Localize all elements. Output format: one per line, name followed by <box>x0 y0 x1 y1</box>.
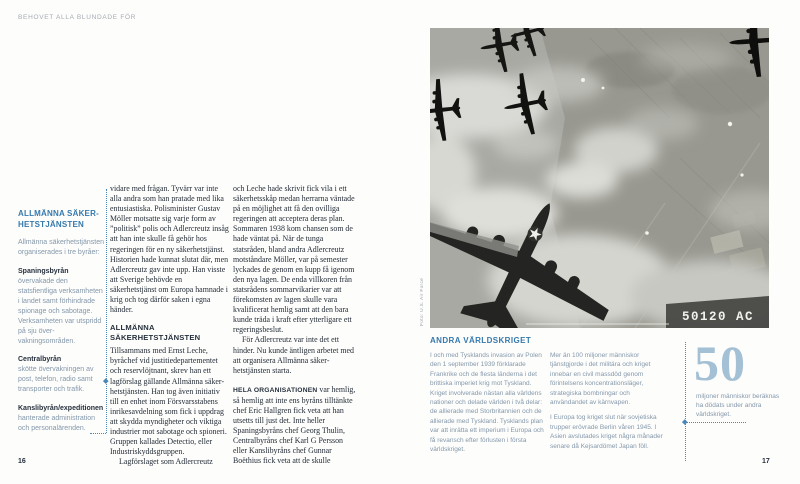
factbox-desc: hanterade administration och personalärenden. <box>18 415 96 433</box>
diamond-marker <box>683 420 688 425</box>
photo-credit: Foto: U.S. Air Force <box>420 277 425 326</box>
factbox-sidebar <box>18 209 106 434</box>
running-header: BEHOVET ALLA BLUNDADE FÖR <box>18 14 137 21</box>
factbox-entry <box>18 355 106 395</box>
article-column-2 <box>233 184 356 467</box>
bombers-photo-illustration <box>430 28 769 328</box>
factbox-term: Kanslibyrån/expeditionen <box>18 405 104 413</box>
article-subheading: ALLMÄNNA SÄKERHETSTJÄNSTEN <box>110 323 201 343</box>
factbox-term: Centralbyrån <box>18 356 62 364</box>
page-number-right: 17 <box>762 458 770 465</box>
article-paragraph: och Leche hade skrivit fick vila i ett säkerhetsskåp medan herrarna väntade på en möjlighet att få den ovilliga regeringen att acceptera deras plan. Sommaren 1938 kom chansen som de hade väntat på. När de tunga statsråden, bland andra Adlercreutz motståndare Möller, var på semester lyckades de genom en kupp få igenom den nya lagen. De enda villkoren från statsrådens sommarvikarier var att förekomsten av lagen skulle vara kvalificerat hemlig samt att den bara kunde träda i kraft efter ytterligare ett regeringsbeslut. <box>233 184 355 335</box>
article-paragraph: För Adlercreutz var inte det ett hinder. Nu kunde äntligen arbetet med att organisera Allmänna säkerhetstjänsten starta. <box>233 335 354 375</box>
article-paragraph: I Europa tog kriget slut när sovjetiska trupper erövrade Berlin våren 1945. I Asien avslutades kriget några månader senare då Kejsardömet Japan föll. <box>550 414 663 450</box>
article-paragraph <box>233 385 356 467</box>
factbox-title: ALLMÄNNA SÄKERHETSTJÄNSTEN <box>18 209 99 229</box>
stat-caption: miljoner människor beräknas ha dödats under andra världskriget. <box>696 393 780 419</box>
ww2-column-2 <box>550 351 666 457</box>
dotted-rule-horizontal <box>90 433 106 434</box>
photo-art <box>430 28 769 328</box>
dotted-rule-vertical <box>685 342 686 461</box>
stat-number: 50 <box>694 335 746 391</box>
article-paragraph: vidare med frågan. Tyvärr var inte alla andra som han pratade med lika entusiastiska. Polisminister Gustav Möller motsatte sig varje form av ”politisk” polis och Adlercreutz insåg att han inte skulle få gehör hos regeringen för en ny säkerhetstjänst. Historien hade kunnat slutat där, men Adlercreutz gav inte upp. Han visste att Sverige behövde en säkerhetstjänst om Europa hamnade i krig och tog därför saken i egna händer. <box>110 184 229 315</box>
diamond-marker <box>104 378 109 383</box>
factbox-term: Spaningsbyrån <box>18 267 69 275</box>
factbox-desc: övervakade den statsfientliga verksamheten i landet samt förhindrade spionage och sabotage. Verksamheten var utspridd på sju övervakningsområden. <box>18 277 103 345</box>
dotted-rule-horizontal <box>686 422 746 423</box>
paragraph-text: var hemlig, så hemlig att inte ens byråns tilltänkte chef Eric Hallgren fick veta att han utsetts till just det. Inte heller Spaningsbyråns chef Georg Thulin, Centralbyråns chef Karl G Persson eller Kanslibyråns chef Gunnar Boëthius fick veta att de skulle <box>233 384 356 466</box>
article-paragraph: Mer än 100 miljoner människor tjänstgjorde i det militära och kriget innebar en civil massdöd genom förintelsens koncentrationsläger, strategiska bombningar och användandet av kärnvapen. <box>550 352 651 407</box>
article-paragraph: Tillsammans med Ernst Leche, byråchef vid justitiedepartementet och reservlöjtnant, skrev han ett lagförslag gällande Allmänna säkerhetstjänsten. Han tog även initiativ till en enhet inom Försvarsstabens inrikesavdelning som fick i uppdrag att skydda myndigheter och viktiga industrier mot sabotage och spioneri. Gruppen kallades Detectio, eller Industriskyddsgruppen. <box>110 346 227 457</box>
factbox-intro: Allmänna säkerhetstjänsten organiserades i tre byråer: <box>18 239 104 257</box>
article-column-1 <box>110 184 229 467</box>
ww2-column-1 <box>430 351 546 460</box>
paragraph-lead-caps: HELA ORGANISATIONEN <box>233 386 318 394</box>
article-paragraph: I och med Tysklands invasion av Polen den 1 september 1939 förklarade Frankrike och de flesta länderna i det brittiska imperiet krig mot Tyskland. Kriget involverade nästan alla världens nationer och delade världen i två delar: de allierade med Storbritannien och de allierade med Tyskland. Tysklands plan var att inrätta ett imperium i Europa och få revansch efter förlusten i första världskriget. <box>430 352 544 454</box>
factbox-desc: skötte övervakningen av post, telefon, radio samt transporter och trafik. <box>18 366 94 394</box>
section-heading: ANDRA VÄRLDSKRIGET <box>430 336 532 345</box>
article-paragraph: Lagförslaget som Adlercreutz <box>119 457 213 467</box>
dotted-rule-vertical <box>106 189 107 433</box>
factbox-entry <box>18 267 106 347</box>
factbox-entry <box>18 404 106 434</box>
photo-bombers <box>430 28 769 328</box>
page-number-left: 16 <box>18 458 26 465</box>
photo-stamp: 50120 AC <box>682 310 755 324</box>
